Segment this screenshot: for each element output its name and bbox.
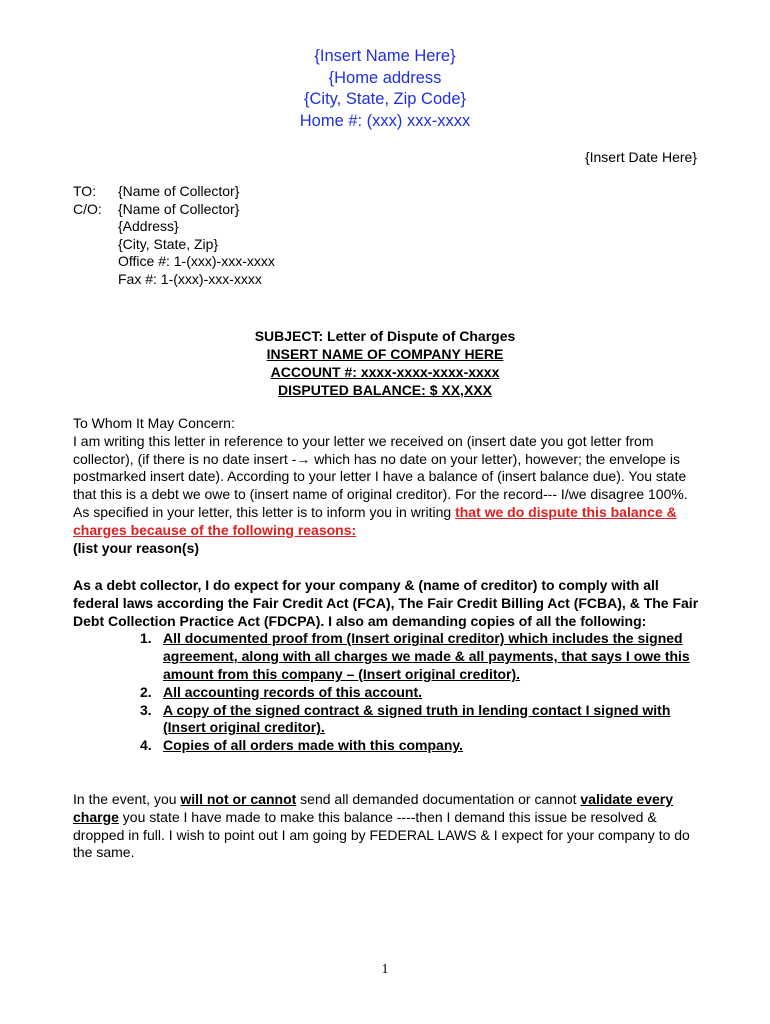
to-value: {Name of Collector} bbox=[118, 183, 240, 199]
demand-paragraph bbox=[73, 577, 703, 755]
page-number: 1 bbox=[381, 962, 389, 977]
recipient-block bbox=[73, 183, 275, 289]
sender-address: {Home address bbox=[328, 68, 442, 87]
dispute-statement: that we do dispute this balance & charges because of the following reasons: bbox=[73, 503, 677, 538]
recipient-address: {Address} bbox=[118, 218, 179, 235]
paragraph-1: I am writing this letter in reference to your letter we received on (insert date you got letter from collector), (if there is no date insert -→ which has no date on your letter), however; the envelope is postmarked insert date). According to your letter I have a balance of (insert balance due). You state that this is a debt we owe to (insert name of original creditor). For the record--- I/we disagree 100%. As specified in your letter, this letter is to inform you in writing bbox=[73, 432, 688, 520]
will-not-or-cannot: will not or cannot bbox=[180, 791, 297, 807]
recipient-fax: Fax #: 1-(xxx)-xxx-xxxx bbox=[118, 270, 262, 287]
sender-block bbox=[0, 46, 770, 132]
subject-account: ACCOUNT #: xxxx-xxxx-xxxx-xxxx bbox=[270, 364, 500, 380]
co-label: C/O: bbox=[73, 200, 102, 217]
greeting: To Whom It May Concern: bbox=[73, 415, 235, 431]
opening-paragraph bbox=[73, 415, 703, 557]
sender-name: {Insert Name Here} bbox=[314, 47, 456, 65]
to-label: TO: bbox=[73, 183, 97, 199]
subject-company: INSERT NAME OF COMPANY HERE bbox=[266, 346, 504, 362]
sender-phone: Home #: (xxx) xxx-xxxx bbox=[299, 111, 471, 130]
subject-block bbox=[0, 327, 770, 399]
sender-city-state-zip: {City, State, Zip Code} bbox=[303, 90, 467, 108]
recipient-city-state-zip: {City, State, Zip} bbox=[118, 235, 219, 252]
list-item: 1. All documented proof from (Insert original creditor) which includes the signed agreement, along with all charges we made & all payments, that says I owe this amount from this company – (Insert original creditor). bbox=[140, 630, 690, 682]
demand-list bbox=[73, 630, 703, 755]
validate-every-charge: validate every charge bbox=[73, 791, 674, 825]
subject-line: SUBJECT: Letter of Dispute of Charges bbox=[254, 328, 516, 344]
reasons-placeholder: (list your reason(s) bbox=[73, 539, 200, 556]
list-item: 2. All accounting records of this account. bbox=[140, 683, 423, 700]
list-item: 3. A copy of the signed contract & signed truth in lending contact I signed with (Insert original creditor). bbox=[140, 701, 671, 736]
closing-paragraph: In the event, you will not or cannot send all demanded documentation or cannot validate every charge you state I have made to make this balance ----then I demand this issue be resolved & dropped in full. I wish to point out I am going by FEDERAL LAWS & I expect for your company to do the same. bbox=[73, 791, 690, 861]
letter-date: {Insert Date Here} bbox=[584, 149, 697, 165]
list-item: 4. Copies of all orders made with this company. bbox=[140, 737, 464, 754]
co-value: {Name of Collector} bbox=[118, 200, 240, 217]
subject-balance: DISPUTED BALANCE: $ XX,XXX bbox=[278, 382, 492, 398]
recipient-office: Office #: 1-(xxx)-xxx-xxxx bbox=[118, 253, 275, 270]
paragraph-2: As a debt collector, I do expect for your company & (name of creditor) to comply with all federal laws according the Fair Credit Act (FCA), The Fair Credit Billing Act (FCBA), & The Fair Debt Collection Practice Act (FDCPA). I also am demanding copies of all the following: bbox=[73, 577, 699, 629]
